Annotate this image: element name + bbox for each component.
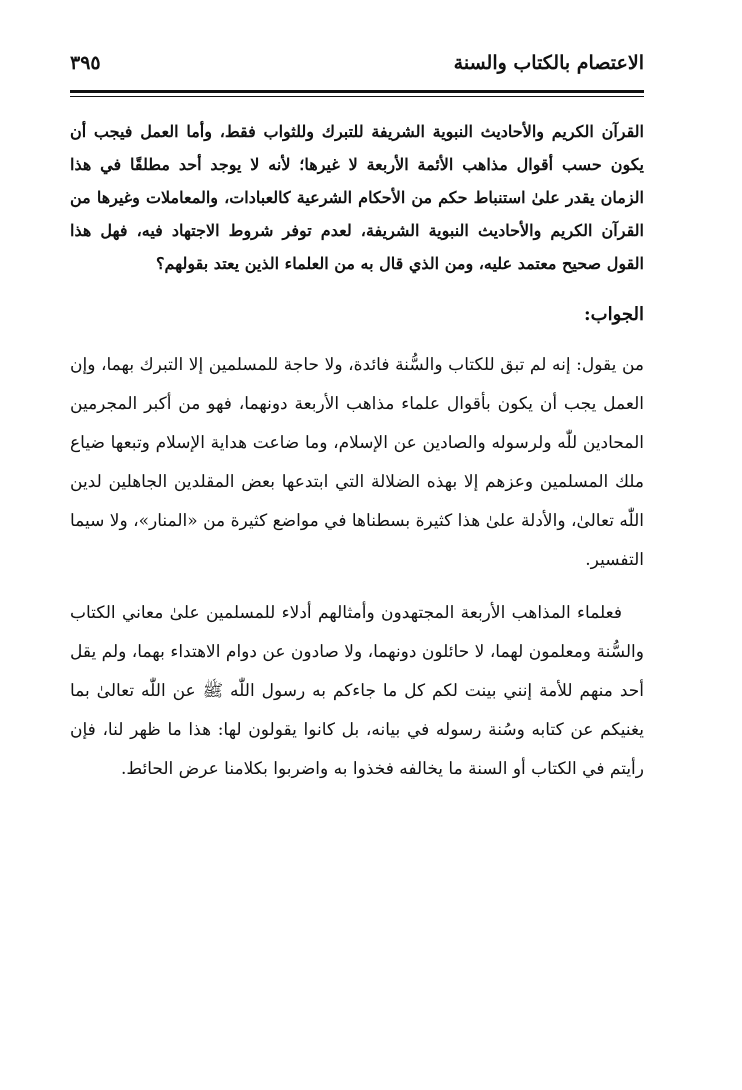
running-header [70,52,644,86]
chapter-title: الاعتصام بالكتاب والسنة [453,52,644,74]
answer-paragraph: من يقول: إنه لم تبق للكتاب والسُّنة فائدة، ولا حاجة للمسلمين إلا التبرك بهما، وإن العمل يجب أن يكون بأقوال علماء مذاهب الأربعة دونهما، فهو من أكبر المجرمين المحادين للّٰه ولرسوله والصادين عن الإسلام، وما ضاعت هداية الإسلام وتبعها ضياع ملك المسلمين وعزهم إلا بهذه الضلالة التي ابتدعها بعض المقلدين الجاهلين لدين اللّٰه تعالىٰ، والأدلة علىٰ هذا كثيرة بسطناها في مواضع كثيرة من «المنار»، ولا سيما التفسير. [70,355,644,570]
page-number: ٣٩٥ [70,52,101,74]
header-rule-thick [70,90,644,93]
answer-paragraph: فعلماء المذاهب الأربعة المجتهدون وأمثالهم أدلاء للمسلمين علىٰ معاني الكتاب والسُّنة ومعلمون لهما، لا حائلون دونهما، ولا صادون عن دوام الاهتداء بهما، ولم يقل أحد منهم للأمة إنني بينت لكم كل ما جاءكم به رسول اللّٰه ﷺ عن اللّٰه تعالىٰ بما يغنيكم عن كتابه وسُنة رسوله في بيانه، بل كانوا يقولون لها: هذا ما ظهر لنا، فإن رأيتم في الكتاب أو السنة ما يخالفه فخذوا به واضربوا بكلامنا عرض الحائط. [70,603,644,779]
answer-heading: الجواب: [584,304,644,325]
question-text: القرآن الكريم والأحاديث النبوية الشريفة للتبرك وللثواب فقط، وأما العمل فيجب أن يكون حسب أقوال مذاهب الأئمة الأربعة لا غيرها؛ لأنه لا يوجد أحد مطلقًا في هذا الزمان يقدر علىٰ استنباط حكم من الأحكام الشرعية كالعبادات، والمعاملات وغيرها من القرآن الكريم والأحاديث النبوية الشريفة، لعدم توفر شروط الاجتهاد فيه، فهل هذا القول صحيح معتمد عليه، ومن الذي قال به من العلماء الذين يعتد بقولهم؟ [70,122,644,273]
header-rule-thin [70,96,644,97]
book-page [70,52,644,789]
